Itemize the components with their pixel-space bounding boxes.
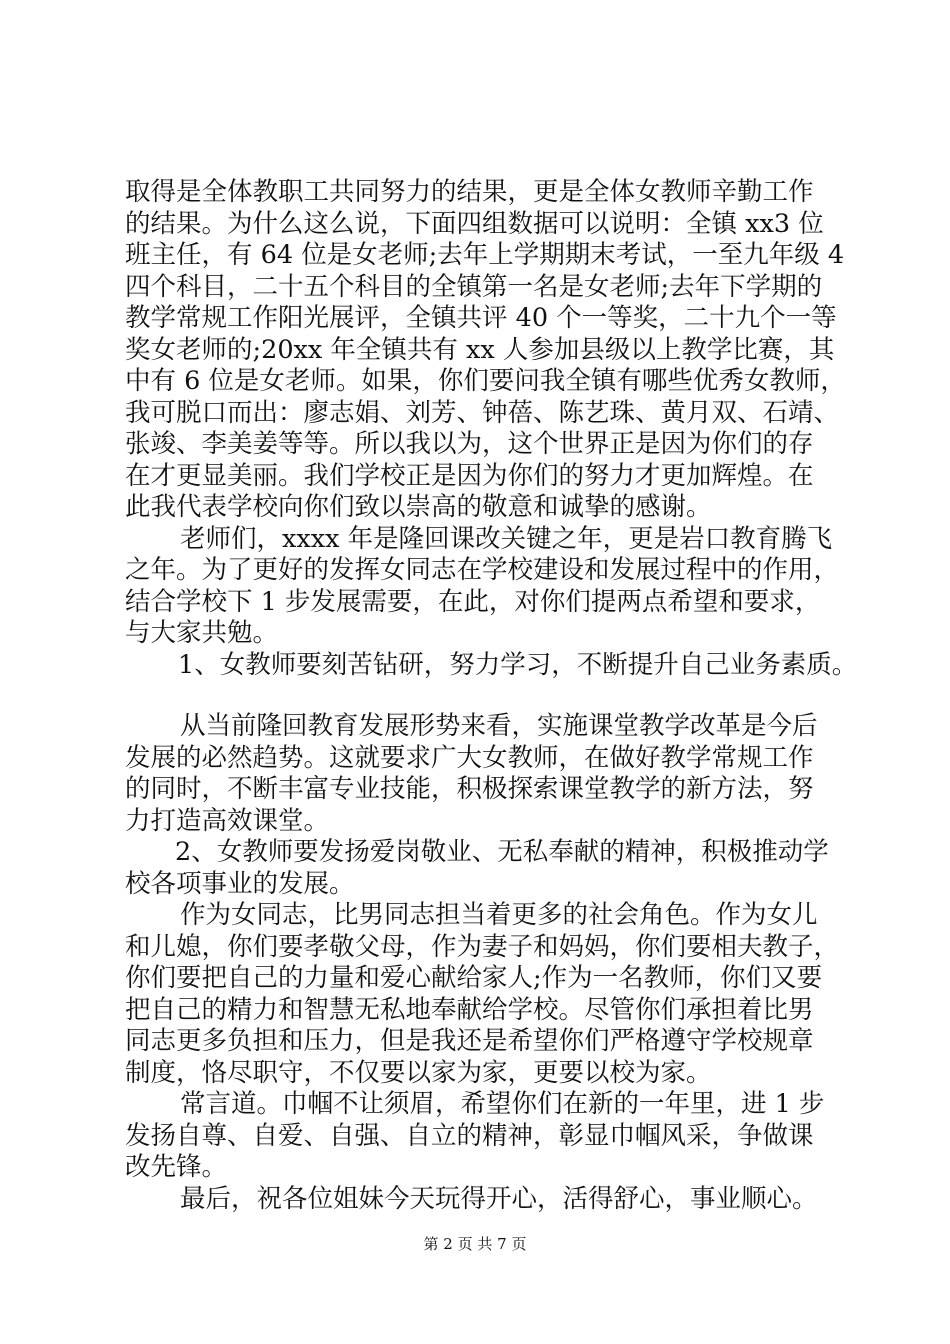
text-line: 校各项事业的发展。 [125, 869, 355, 899]
text-line: 的结果。为什么这么说，下面四组数据可以说明：全镇 xx3 位 [125, 209, 824, 239]
text-line: 与大家共勉。 [125, 618, 279, 648]
text-line: 发展的必然趋势。这就要求广大女教师，在做好教学常规工作 [125, 743, 814, 773]
text-line: 教学常规工作阳光展评，全镇共评 40 个一等奖，二十九个一等 [125, 303, 837, 333]
text-line: 同志更多负担和压力，但是我还是希望你们严格遵守学校规章 [125, 1026, 814, 1056]
text-line: 班主任，有 64 位是女老师;去年上学期期末考试，一至九年级 4 [125, 240, 845, 270]
text-line: 从当前隆回教育发展形势来看，实施课堂教学改革是今后 [180, 711, 818, 741]
text-line: 发扬自尊、自爱、自强、自立的精神，彰显巾帼风采，争做课 [125, 1121, 814, 1151]
text-line: 张竣、李美姜等等。所以我以为，这个世界正是因为你们的存 [125, 429, 814, 459]
text-line: 常言道。巾帼不让须眉，希望你们在新的一年里，进 1 步 [180, 1089, 825, 1119]
text-line: 2、女教师要发扬爱岗敬业、无私奉献的精神，积极推动学 [175, 837, 829, 867]
text-line: 改先锋。 [125, 1152, 228, 1182]
text-line: 你们要把自己的力量和爱心献给家人;作为一名教师，你们又要 [125, 963, 823, 993]
text-line: 我可脱口而出：廖志娟、刘芳、钟蓓、陈艺珠、黄月双、石靖、 [125, 398, 840, 428]
text-line: 最后，祝各位姐妹今天玩得开心，活得舒心，事业顺心。 [180, 1184, 818, 1214]
text-line: 制度，恪尽职守，不仅要以家为家，更要以校为家。 [125, 1058, 712, 1088]
page-number: 第 2 页 共 7 页 [423, 1235, 527, 1253]
text-line: 作为女同志，比男同志担当着更多的社会角色。作为女儿 [180, 900, 818, 930]
text-line: 在才更显美丽。我们学校正是因为你们的努力才更加辉煌。在 [125, 461, 814, 491]
text-line: 奖女老师的;20xx 年全镇共有 xx 人参加县级以上教学比赛，其 [125, 335, 835, 365]
text-line: 1、女教师要刻苦钻研，努力学习，不断提升自己业务素质。 [178, 650, 858, 680]
text-line: 老师们，xxxx 年是隆回课改关键之年，更是岩口教育腾飞 [180, 524, 833, 554]
text-line: 取得是全体教职工共同努力的结果，更是全体女教师辛勤工作 [125, 177, 814, 207]
text-line: 力打造高效课堂。 [125, 806, 330, 836]
text-line: 之年。为了更好的发挥女同志在学校建设和发展过程中的作用， [125, 555, 840, 585]
text-line: 中有 6 位是女老师。如果，你们要问我全镇有哪些优秀女教师， [125, 366, 846, 396]
text-line: 结合学校下 1 步发展需要，在此，对你们提两点希望和要求， [125, 587, 821, 617]
text-line: 此我代表学校向你们致以崇高的敬意和诚挚的感谢。 [125, 492, 712, 522]
text-line: 四个科目，二十五个科目的全镇第一名是女老师;去年下学期的 [125, 272, 823, 302]
text-line: 和儿媳，你们要孝敬父母，作为妻子和妈妈，你们要相夫教子， [125, 932, 840, 962]
text-line: 把自己的精力和智慧无私地奉献给学校。尽管你们承担着比男 [125, 995, 814, 1025]
text-line: 的同时，不断丰富专业技能，积极探索课堂教学的新方法，努 [125, 774, 814, 804]
